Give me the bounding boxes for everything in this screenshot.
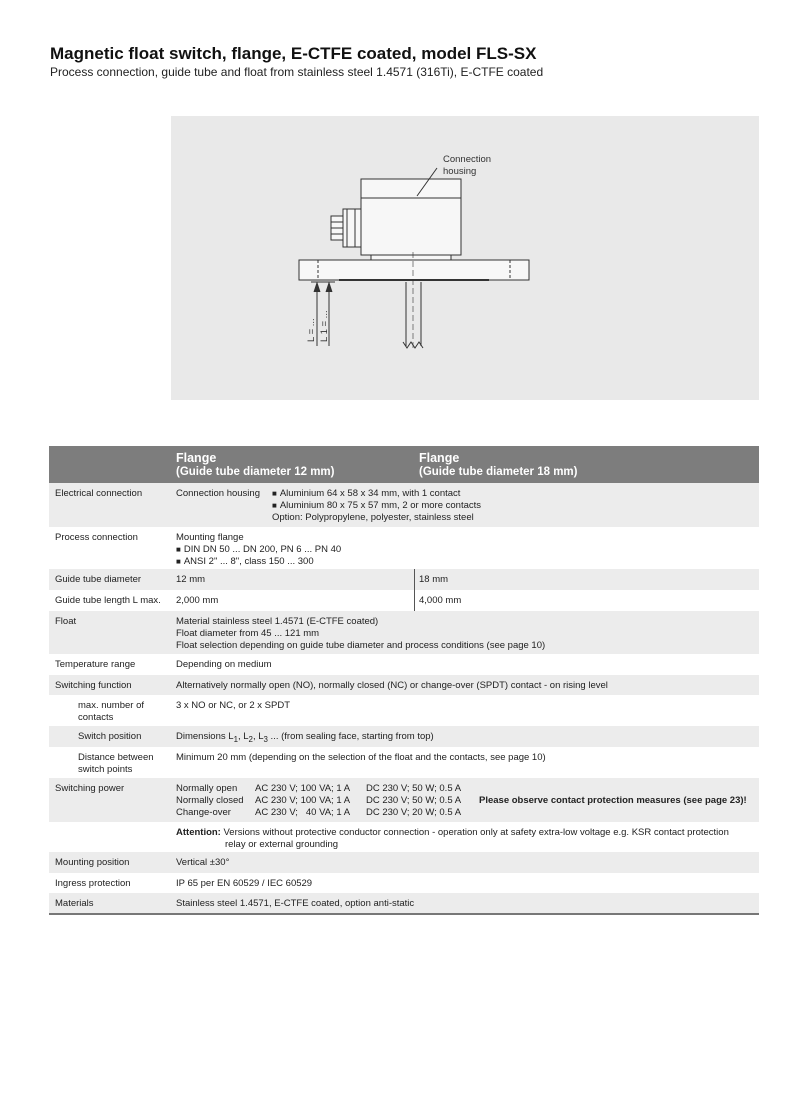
spec-table	[49, 446, 759, 915]
callout-label-line2: housing	[443, 166, 477, 177]
dimension-l-label: L = ...	[306, 318, 317, 342]
column-divider	[414, 569, 415, 590]
row-electrical-connection: Electrical connection Connection housing ■ Aluminium 64 x 58 x 34 mm, with 1 contact ■ Aluminium 80 x 75 x 57 mm, 2 or more contacts Option: Polypropylene, polyester, stainless steel	[49, 483, 759, 527]
row-temperature-range: Temperature range Depending on medium	[55, 659, 272, 670]
power-row-no: Normally open AC 230 V; 100 VA; 1 A DC 230 V; 50 W; 0.5 A	[176, 783, 462, 794]
row-max-contacts: max. number of contacts 3 x NO or NC, or 2 x SPDT	[78, 700, 291, 723]
row-float: Float Material stainless steel 1.4571 (E-CTFE coated) Float diameter from 45 ... 121 mm Float selection depending on guide tube diameter and process conditions (see page 10)	[49, 611, 759, 654]
callout-label-line1: Connection	[443, 154, 492, 165]
row-guide-tube-diameter: Guide tube diameter 12 mm 18 mm	[49, 569, 759, 590]
row-ingress-protection: Ingress protection IP 65 per EN 60529 / IEC 60529	[55, 878, 313, 889]
row-switch-position: Switch position Dimensions $L_1$, $L_2$, $L_3$ ... (from sealing face, starting from top)	[49, 726, 759, 747]
row-switching-function: Switching function Alternatively normally open (NO), normally closed (NC) or change-over (SPDT) contact - on rising level	[49, 675, 759, 695]
power-row-co: Change-over AC 230 V; 40 VA; 1 A DC 230 V; 20 W; 0.5 A	[176, 807, 462, 818]
row-process-connection: Process connection Mounting flange ■ DIN DN 50 ... DN 200, PN 6 ... PN 40 ■ ANSI 2" ... 8", class 150 ... 300	[49, 527, 759, 569]
row-materials: Materials Stainless steel 1.4571, E-CTFE coated, option anti-static	[49, 893, 759, 913]
power-row-nc: Normally closed AC 230 V; 100 VA; 1 A DC 230 V; 50 W; 0.5 A Please observe contact protection measures (see page 23)!	[176, 795, 747, 806]
flange-shape	[299, 260, 529, 280]
row-mounting-position: Mounting position Vertical ±30°	[49, 852, 759, 873]
row-distance-switch-points: Distance between switch points Minimum 20 mm (depending on the selection of the float and the contacts, see page 10)	[78, 752, 546, 775]
header-col-18mm: Flange (Guide tube diameter 18 mm)	[419, 451, 578, 478]
cable-gland-shape	[343, 209, 361, 247]
column-divider	[414, 590, 415, 611]
page-title: Magnetic float switch, flange, E-CTFE coated, model FLS-SX	[50, 44, 537, 63]
page-subtitle: Process connection, guide tube and float from stainless steel 1.4571 (316Ti), E-CTFE coated	[50, 65, 544, 79]
header-col-12mm: Flange (Guide tube diameter 12 mm)	[176, 451, 335, 478]
row-guide-tube-length: Guide tube length L max. 2,000 mm 4,000 mm	[49, 590, 759, 611]
row-switching-power: Switching power Normally open AC 230 V; 100 VA; 1 A DC 230 V; 50 W; 0.5 A Normally closed AC 230 V; 100 VA; 1 A DC 230 V; 50 W; 0.5 A Please observe contact protection measures (see page 23)! Change-over AC 230 V; 40 VA; 1 A DC 230 V; 20 W; 0.5 A	[49, 778, 759, 822]
contact-protection-note: Please observe contact protection measures (see page 23)!	[479, 795, 747, 806]
dimension-l1-label: L 1 = ...	[319, 310, 330, 342]
technical-drawing	[171, 116, 759, 400]
row-attention: Attention: Versions without protective conductor connection - operation only at safety extra-low voltage e.g. KSR contact protection relay or external grounding	[176, 827, 729, 850]
table-header	[49, 446, 759, 483]
connection-housing-shape	[361, 179, 461, 255]
